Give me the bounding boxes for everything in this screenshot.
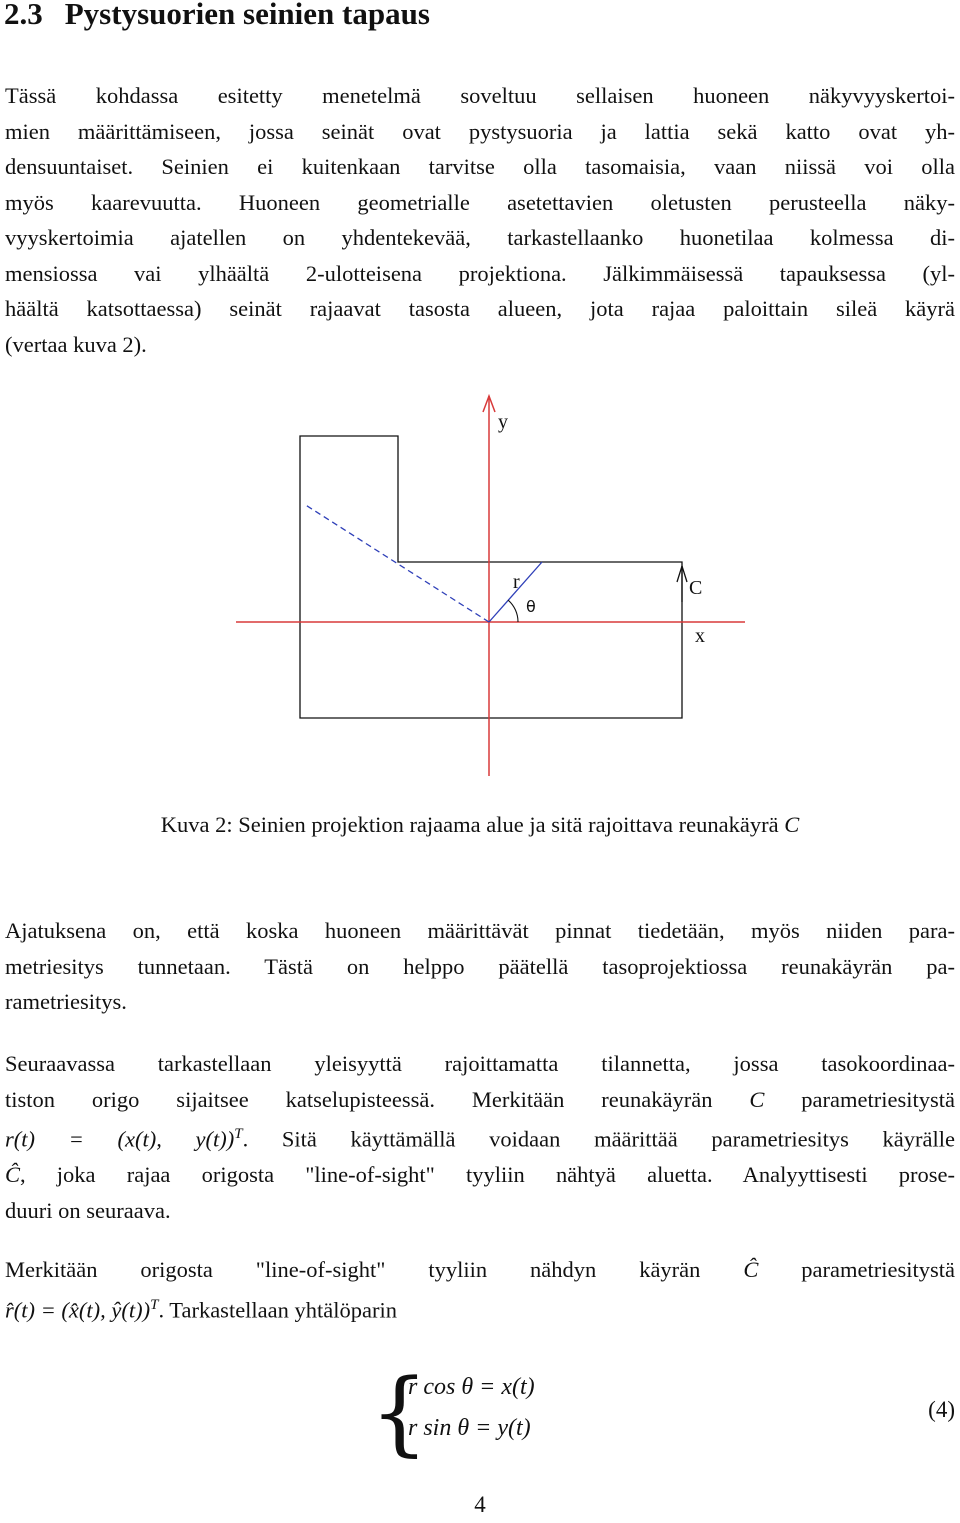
- text-line: rametriesitys.: [5, 989, 127, 1014]
- caption-text: Kuva 2: Seinien projektion rajaama alue ja sitä rajoittava reunakäyrä: [160, 812, 785, 837]
- room-outline: [300, 436, 682, 718]
- paragraph-origin: [5, 1046, 955, 1228]
- left-brace: {: [370, 1359, 429, 1466]
- equation-number: (4): [928, 1397, 955, 1422]
- section-number: 2.3: [4, 0, 43, 31]
- text-fragment: parametriesitystä: [758, 1257, 955, 1282]
- text-line: metriesitys tunnetaan. Tästä on helppo päätellä tasoprojektiossa reunakäyrän pa-: [5, 953, 955, 979]
- text-line: Tässä kohdassa esitetty menetelmä soveltuu sellaisen huoneen näkyvyyskertoi-: [5, 83, 955, 108]
- theta-label: θ: [526, 597, 536, 616]
- math-transpose: T: [234, 1126, 243, 1142]
- paragraph-parametrization: [5, 913, 955, 1020]
- figure-caption: [0, 812, 960, 838]
- math-symbol-c: C: [749, 1086, 765, 1112]
- math-r-hat-of-t: r̂(t) = (x̂(t), ŷ(t)): [5, 1297, 151, 1322]
- text-line: häältä katsottaessa) seinät rajaavat tasosta alueen, jota rajaa paloittain sileä käyrä: [5, 296, 955, 321]
- section-title: Pystysuorien seinien tapaus: [64, 0, 430, 31]
- room-projection-figure: [0, 390, 960, 790]
- curve-c-label: C: [689, 577, 703, 599]
- math-symbol-c-hat: Ĉ: [743, 1257, 759, 1282]
- text-line: [5, 1288, 955, 1328]
- text-line: densuuntaiset. Seinien ei kuitenkaan tarvitse olla tasomaisia, vaan niissä voi olla: [5, 154, 955, 179]
- text-fragment: Merkitään origosta "line-of-sight" tyyliin nähdyn käyrän: [5, 1257, 744, 1282]
- text-line: duuri on seuraava.: [5, 1197, 171, 1223]
- math-transpose: T: [150, 1296, 159, 1313]
- text-fragment: . Tarkastellaan yhtälöparin: [158, 1297, 397, 1322]
- text-line: Seuraavassa tarkastellaan yleisyyttä rajoittamatta tilannetta, jossa tasokoordinaa-: [5, 1051, 955, 1076]
- page-number: 4: [474, 1492, 486, 1517]
- caption-symbol: C: [784, 812, 800, 837]
- equation-row-sin: r sin θ = y(t): [408, 1415, 531, 1441]
- text-line: [5, 1117, 955, 1157]
- text-line: [5, 1157, 955, 1193]
- text-line: mien määrittämiseen, jossa seinät ovat pystysuoria ja lattia sekä katto ovat yh-: [5, 118, 955, 144]
- line-of-sight-dashed: [304, 504, 489, 622]
- theta-angle-arc: [508, 600, 518, 622]
- equation-system: [370, 1359, 630, 1466]
- text-fragment: , joka rajaa origosta "line-of-sight" tyyliin nähtyä aluetta. Analyyttisesti prose-: [20, 1162, 955, 1187]
- text-line: vyyskertoimia ajatellen on yhdentekevää, tarkastellaanko huonetilaa kolmessa di-: [5, 225, 955, 250]
- math-symbol-c-hat: Ĉ: [5, 1162, 21, 1187]
- text-line: Ajatuksena on, että koska huoneen määrittävät pinnat tiedetään, myös niiden para-: [5, 918, 955, 943]
- text-line: [5, 1252, 955, 1288]
- text-fragment: tiston origo sijaitsee katselupisteessä. Merkitään reunakäyrän: [5, 1086, 750, 1112]
- text-line: myös kaarevuutta. Huoneen geometrialle asetettavien oletusten perusteella näky-: [5, 189, 955, 215]
- text-line: mensiossa vai ylhäältä 2-ulotteisena projektiona. Jälkimmäisessä tapauksessa (yl-: [5, 260, 955, 286]
- equation-row-cos: r cos θ = x(t): [408, 1374, 535, 1400]
- paragraph-intro: [5, 78, 955, 362]
- text-fragment: . Sitä käyttämällä voidaan määrittää parametriesitys käyrälle: [242, 1126, 956, 1152]
- math-r-of-t: r(t) = (x(t), y(t)): [5, 1126, 235, 1152]
- text-fragment: parametriesitystä: [764, 1086, 955, 1112]
- section-heading: [4, 0, 430, 32]
- x-axis-label: x: [695, 625, 705, 647]
- text-line: [5, 1082, 955, 1118]
- y-axis-label: y: [498, 411, 508, 433]
- text-line: (vertaa kuva 2).: [5, 331, 147, 357]
- paragraph-line-of-sight: [5, 1252, 955, 1328]
- r-label: r: [513, 571, 520, 593]
